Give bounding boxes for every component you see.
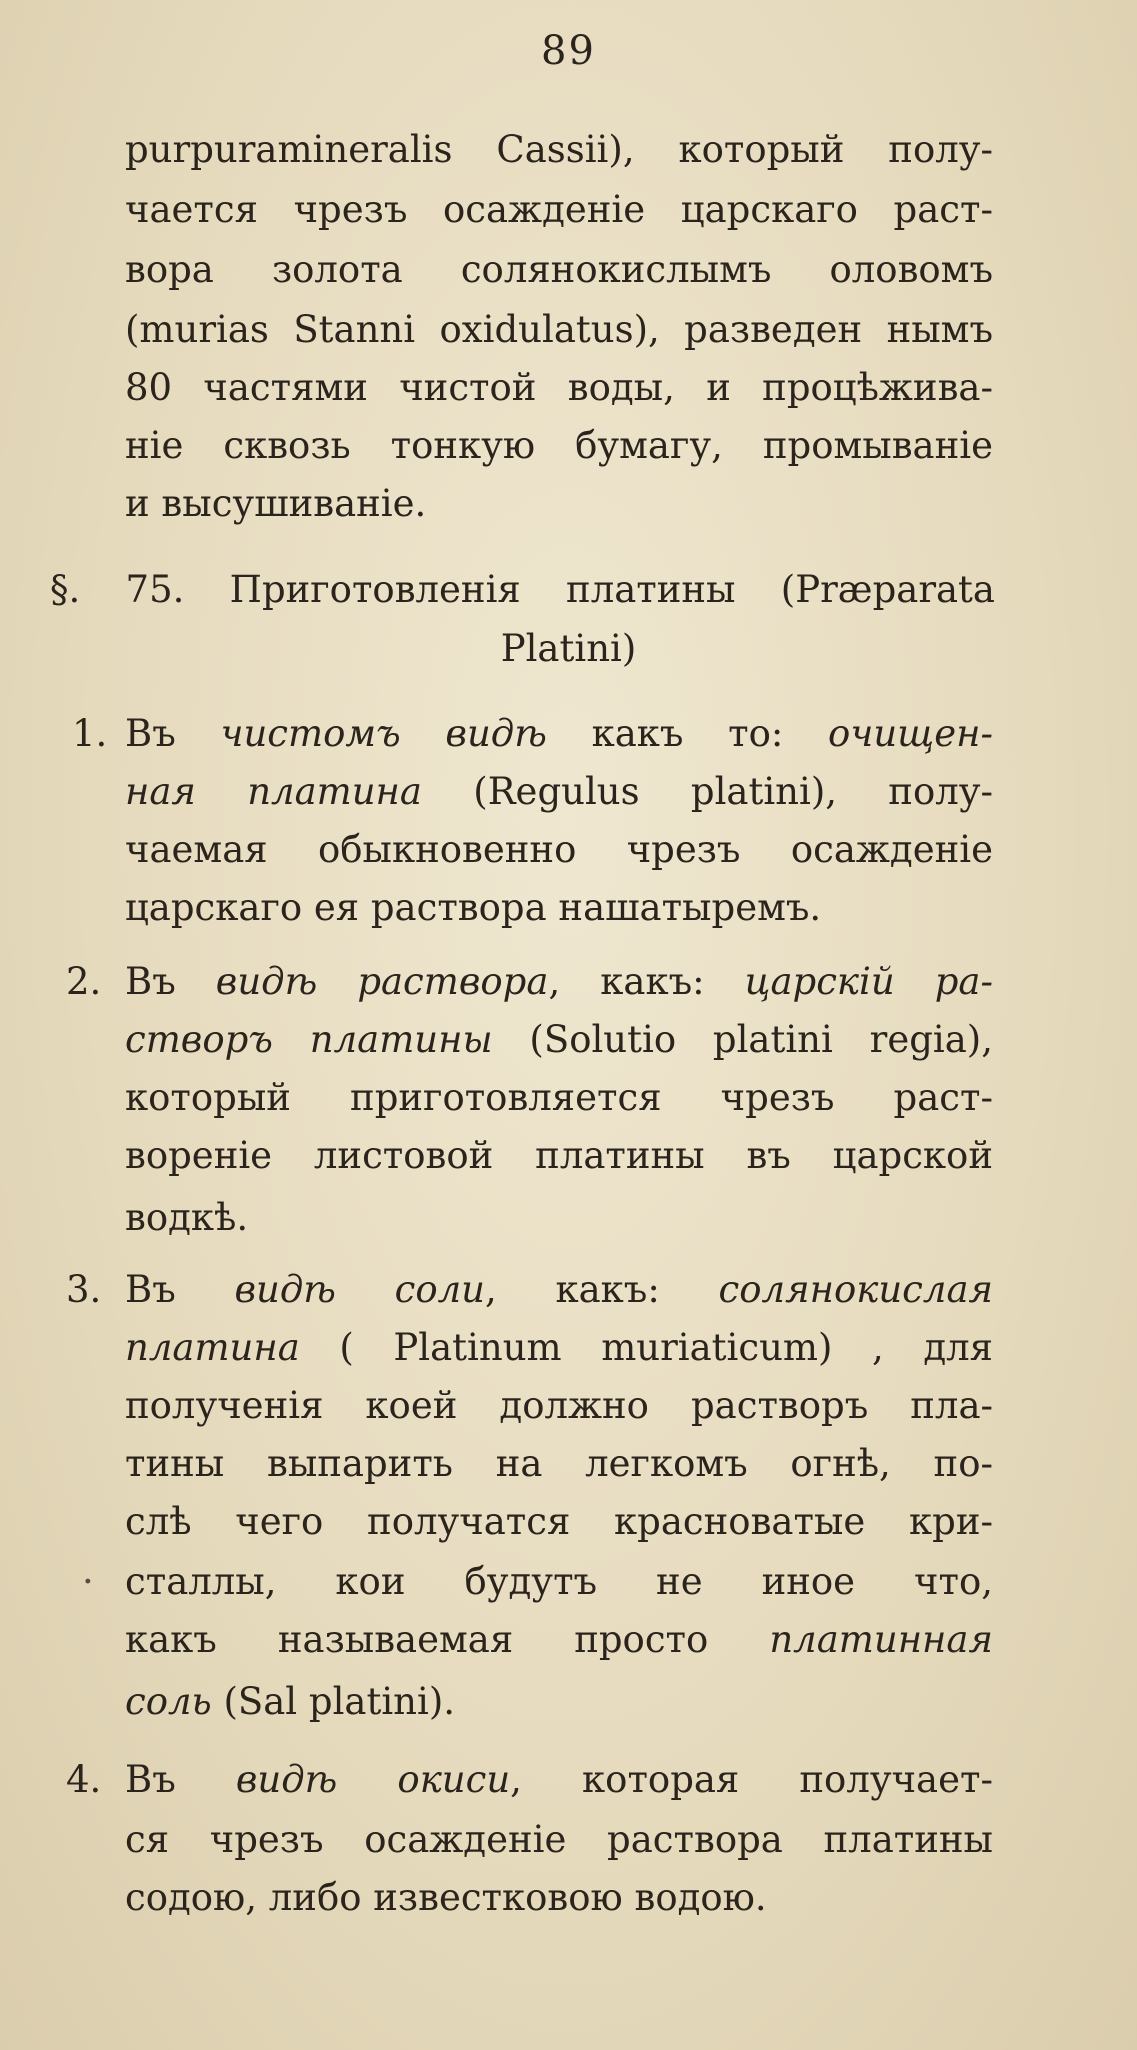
item3-line6: сталлы, кои будутъ не иное что, xyxy=(125,1560,993,1603)
item4-line2: ся чрезъ осажденіе раствора платины xyxy=(125,1818,993,1861)
item-marker: 2. xyxy=(66,960,102,1003)
section-number: §. 75. xyxy=(50,568,185,611)
text-line: (murias Stanni oxidulatus), разведен нымъ xyxy=(125,308,993,351)
item1-line4: царскаго ея раствора нашатыремъ. xyxy=(125,886,822,929)
item1-line3: чаемая обыкновенно чрезъ осажденіе xyxy=(125,828,993,871)
text-line: ніе сквозь тонкую бумагу, промываніе xyxy=(125,424,993,467)
item1-line2: ная платина (Regulus platini), полу- xyxy=(125,770,994,813)
item-marker: 3. xyxy=(66,1268,102,1311)
item-marker: 1. xyxy=(72,712,108,755)
item3-line7: какъ называемая просто платинная xyxy=(125,1618,993,1661)
item3-line4: тины выпарить на легкомъ огнѣ, по- xyxy=(125,1442,993,1485)
item2-line5: водкѣ. xyxy=(125,1196,249,1239)
item3-line8: соль (Sal platini). xyxy=(125,1680,456,1723)
text-line: вора золота солянокислымъ оловомъ xyxy=(125,248,993,291)
item2-line1: Въ видѣ раствора, какъ: царскій ра- xyxy=(125,960,993,1003)
item4-line1: Въ видѣ окиси, которая получает- xyxy=(125,1758,993,1801)
page-number: 89 xyxy=(541,28,596,74)
item-marker: 4. xyxy=(66,1758,102,1801)
section-heading xyxy=(50,568,995,612)
text-line: чается чрезъ осажденіе царскаго раст- xyxy=(125,188,993,231)
item2-line4: вореніе листовой платины въ царской xyxy=(125,1134,993,1177)
item3-line1: Въ видѣ соли, какъ: солянокислая xyxy=(125,1268,993,1311)
text-line: и высушиваніе. xyxy=(125,482,427,525)
item3-line5: слѣ чего получатся красноватые кри- xyxy=(125,1500,993,1543)
item2-line2: створъ платины (Solutio platini regia), xyxy=(125,1018,993,1061)
item3-line3: полученія коей должно растворъ пла- xyxy=(125,1384,993,1427)
item1-line1: Въ чистомъ видѣ какъ то: очищен- xyxy=(125,712,993,755)
margin-mark: · xyxy=(82,1560,94,1603)
text-line: purpuramineralis Cassii), который полу- xyxy=(125,128,993,171)
item2-line3: который приготовляется чрезъ раст- xyxy=(125,1076,993,1119)
item4-line3: содою, либо известковою водою. xyxy=(125,1876,767,1919)
item3-line2: платина ( Platinum muriaticum) , для xyxy=(125,1326,993,1369)
section-title: Приготовленія платины (Præparata xyxy=(229,568,995,611)
section-heading-line2: Platini) xyxy=(500,627,637,670)
text-line: 80 частями чистой воды, и процѣживa- xyxy=(125,366,993,409)
